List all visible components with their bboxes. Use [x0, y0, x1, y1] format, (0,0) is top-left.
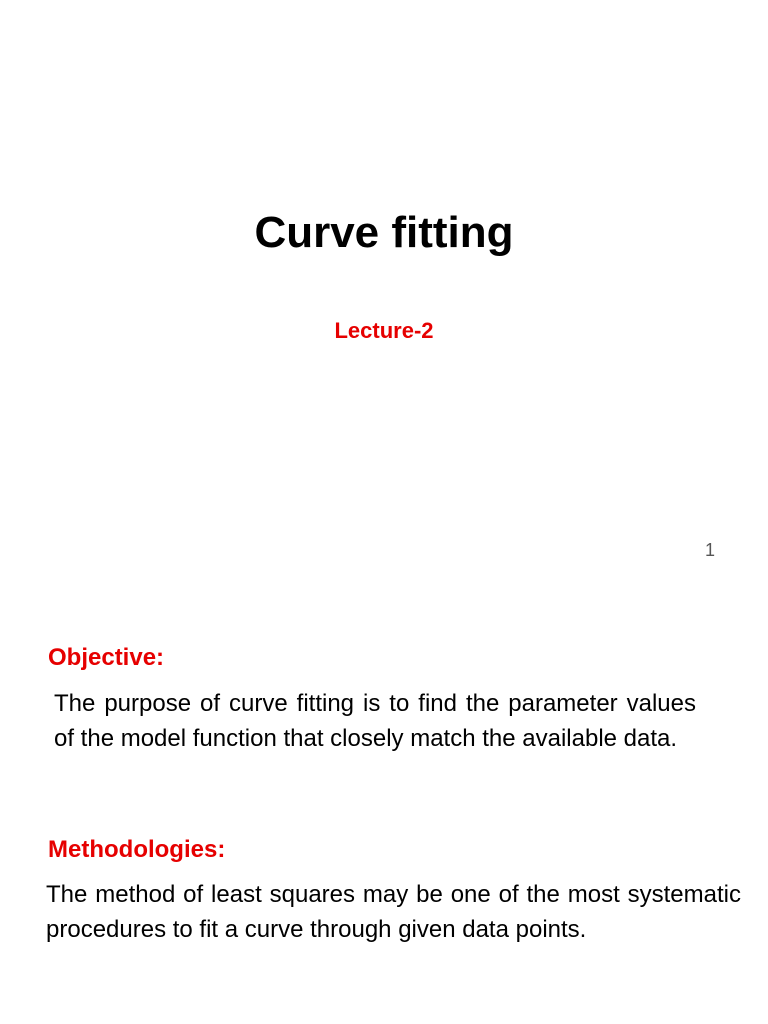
page-number: 1: [704, 540, 715, 560]
objective-body: The purpose of curve fitting is to find the parameter values of the model function that closely match the available data.: [54, 690, 696, 752]
objective-heading: Objective:: [48, 644, 165, 671]
methodologies-body: The method of least squares may be one of the most systematic procedures to fit a curve through given data points.: [46, 881, 741, 943]
slide-title: Curve fitting: [254, 208, 514, 257]
methodologies-heading: Methodologies:: [48, 836, 226, 863]
content-slide: [0, 590, 768, 1024]
slide-subtitle: Lecture-2: [334, 318, 434, 343]
